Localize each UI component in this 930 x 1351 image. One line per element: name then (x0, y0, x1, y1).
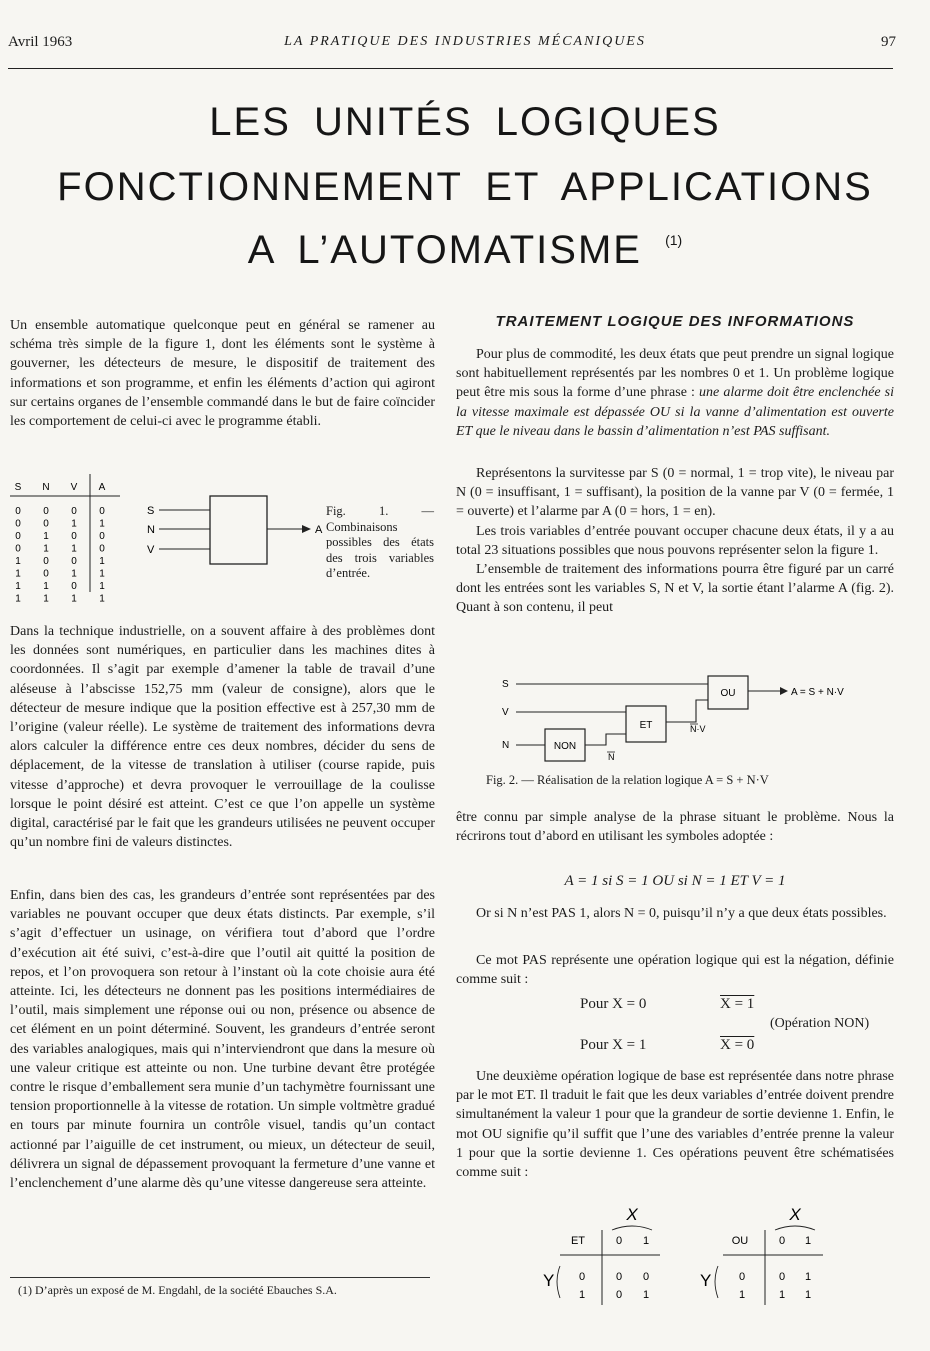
neg-operation-label: (Opération NON) (770, 1016, 870, 1031)
fig1-cell-r3-c2: 1 (71, 543, 77, 555)
ou-col-1: 1 (804, 1235, 812, 1247)
journal-title: LA PRATIQUE DES INDUSTRIES MÉCANIQUES (284, 34, 646, 49)
figure-2-svg (456, 664, 894, 768)
footnote-mark: (1) (18, 1283, 32, 1297)
et-x-brace (612, 1226, 652, 1230)
fig1-header-v: V (70, 482, 78, 493)
header-date: Avril 1963 (8, 34, 73, 50)
right-p6-text: Or si N n’est PAS 1, alors N = 0, puisqu’il n’y a que deux états possibles. (476, 906, 887, 921)
fig2-input-n-label: N (502, 740, 510, 751)
neg-row2-right (720, 1037, 754, 1054)
left-paragraph-2 (10, 622, 435, 852)
left-p1-text: Un ensemble automatique quelconque peut en général se ramener au schéma très simple de la figure 1, dont les éléments sont le système à gouverner, les détecteurs de mesure, le dispositif de traitement des informations et son programme, et enfin les éléments d’action qui agiront sur certains organes de l’ensemble commandé dans le but de faire coïncider les comportement de celui-ci avec le programme établi. (10, 318, 435, 430)
fig1-cell-r1-c0: 0 (15, 518, 21, 530)
fig1-cell-r6-c3: 1 (99, 581, 105, 592)
ou-r0-c1: 1 (804, 1271, 812, 1283)
fig1-cell-r0-c0: 0 (15, 506, 21, 517)
neg-row1-right-text: X = 1 (720, 996, 755, 1012)
fig1-cell-r4-c0: 1 (15, 556, 21, 567)
fig1-cell-r5-c3: 1 (99, 568, 105, 580)
footnote (18, 1283, 337, 1298)
fig1-cell-r7-c3: 1 (99, 593, 105, 605)
right-paragraph-7 (456, 951, 894, 989)
figure-2 (456, 664, 894, 768)
fig1-cell-r0-c2: 0 (71, 506, 77, 517)
et-op-label: ET (570, 1235, 586, 1247)
right-p3-text: Les trois variables d’entrée pouvant occuper chacune deux états, il y a au total 23 situations possibles que nous pouvons représenter selon la figure 1. (456, 523, 894, 558)
fig2-caption: Fig. 2. — Réalisation de la relation logique A = S + N·V (486, 773, 769, 787)
fig1-cell-r7-c2: 1 (71, 593, 77, 605)
left-paragraph-3 (10, 886, 435, 1193)
right-p1-roman: Pour plus de commodité, les deux états que peut prendre un signal logique sont habituellement représentés par les nombres 0 et 1. Un problème logique peut être mis sous la forme d’une phrase : (456, 347, 894, 401)
right-p2-text: Représentons la survitesse par S (0 = normal, 1 = trop vite), le niveau par N (0 = insuffisant, 1 = suffisant), la position de la vanne par V (0 = fermée, 1 = ouverte) et l’alarme par A (0 = hors, 1 = en). (456, 466, 894, 520)
title-note-mark: (1) (665, 232, 683, 248)
et-r1-y: 1 (578, 1289, 586, 1301)
fig1-caption: Fig. 1. — Combinaisons possibles des états des trois variables d’entrée. (326, 504, 434, 580)
fig1-cell-r2-c2: 0 (71, 531, 77, 542)
page-number: 97 (881, 34, 896, 50)
ou-r0-y: 0 (738, 1271, 746, 1283)
header-rule (8, 68, 893, 69)
fig1-cell-r4-c1: 0 (43, 556, 49, 567)
truth-tables (520, 1200, 890, 1310)
right-paragraph-8 (456, 1067, 894, 1182)
fig2-et-to-ou (666, 700, 708, 722)
fig2-input-v-label: V (502, 707, 509, 718)
title-line-1: LES UNITÉS LOGIQUES (209, 100, 721, 144)
et-r1-c1: 1 (642, 1289, 650, 1301)
et-col-0: 0 (615, 1235, 623, 1247)
et-r0-c1: 0 (642, 1271, 650, 1283)
right-p1-italic: une alarme doit être enclenchée si la vitesse maximale est dépassée OU si la vanne d’alimentation est ouverte ET que le niveau dans le bassin d’alimentation n’est PAS suffisant. (456, 385, 894, 439)
fig1-processing-block (210, 496, 267, 564)
fig2-nbar-label: N (608, 752, 615, 762)
equation-1: A = 1 si S = 1 OU si N = 1 ET V = 1 (564, 873, 786, 889)
et-r1-c0: 0 (615, 1289, 623, 1301)
footnote-rule (10, 1277, 430, 1278)
ou-r1-y: 1 (738, 1289, 746, 1301)
title-line-2: FONCTIONNEMENT ET APPLICATIONS (57, 165, 873, 209)
ou-col-0: 0 (778, 1235, 786, 1247)
ou-r1-c1: 1 (804, 1289, 812, 1301)
right-p7-text: Ce mot PAS représente une opération logique qui est la négation, définie comme suit : (456, 953, 894, 988)
fig1-output-arrow (302, 525, 311, 533)
fig2-et-label: ET (639, 720, 653, 731)
fig2-nv-label: N·V (690, 724, 706, 734)
fig1-header-n: N (42, 482, 50, 493)
et-y-brace (557, 1266, 560, 1298)
fig1-cell-r7-c0: 1 (15, 593, 21, 605)
fig1-cell-r0-c3: 0 (99, 506, 105, 517)
ou-y-brace (715, 1266, 718, 1298)
fig1-cell-r1-c1: 0 (43, 518, 49, 530)
fig1-cell-r3-c1: 1 (43, 543, 49, 555)
fig1-cell-r6-c2: 0 (71, 581, 77, 592)
fig1-output-a-label: A (315, 524, 323, 536)
fig2-input-s-label: S (502, 679, 509, 690)
right-p1-text (456, 345, 894, 441)
et-r0-c0: 0 (615, 1271, 623, 1283)
left-p3-text: Enfin, dans bien des cas, les grandeurs d’entrée sont représentées par des variables ne pouvant occuper que deux états distincts. Par exemple, s’il s’agit d’effectuer un usinage, on vérifiera tout d’abord que l’ordre d’exécution ait été suivi, c’est-à-dire que l’outil ait quitté la position de repos, et l’on provoquera son retour à l’instant où la cote choisie aura été atteinte. Ici, les détecteurs ne donnent pas les positions intermédiaires de l’outil, mais simplement une réponse oui ou non, présence ou absence de cet élément en un point déterminé. Souvent, les grandeurs d’entrée seront des variables analogiques, mais qui n’interviendront que dans la mesure où une valeur critique est atteinte ou non. Une turbine devant être protégée contre le risque d’emballement sera munie d’un tachymètre fournissant une tension proportionnelle à la vitesse de rotation. Un simple voltmètre gradué en tours par minute fournira un contrôle visuel, tandis qu’un contact actionné par l’aiguille de cet instrument, ou mieux, un détecteur de seuil, délivrera un signal de dépassement provoquant la fermeture d’une vanne et l’enclenchement d’une alarme dès qu’une vitesse dangereuse sera atteinte. (10, 888, 435, 1192)
fig1-cell-r5-c1: 0 (43, 568, 49, 580)
fig1-cell-r0-c1: 0 (43, 506, 49, 517)
fig1-cell-r3-c0: 0 (15, 543, 21, 555)
fig2-non-to-et (585, 734, 626, 745)
right-paragraph-6 (456, 904, 894, 923)
ou-x-label: X (789, 1205, 801, 1224)
fig1-input-v-label: V (147, 544, 155, 556)
right-paragraph-2 (456, 464, 894, 618)
et-x-label: X (626, 1205, 638, 1224)
title-line-3-text: A L’AUTOMATISME (247, 228, 642, 272)
fig1-input-n-label: N (147, 524, 155, 536)
right-paragraph-5 (456, 808, 894, 846)
fig1-cell-r2-c0: 0 (15, 531, 21, 542)
right-p8-text: Une deuxième opération logique de base est représentée dans notre phrase par le mot ET. Il traduit le fait que les deux variables d’entrée doivent prendre simultanément la valeur 1 pour que la grandeur de sortie devienne 1. Enfin, le mot OU signifie qu’il suffit que l’une des variables d’entrée prenne la valeur 1 pour que la sortie devienne 1. Ces opérations peuvent être schématisées comme suit : (456, 1069, 894, 1181)
title-line-3 (0, 228, 930, 273)
fig1-cell-r1-c2: 1 (71, 518, 77, 530)
et-y-label: Y (543, 1271, 555, 1290)
ou-r0-c0: 0 (778, 1271, 786, 1283)
et-col-1: 1 (642, 1235, 650, 1247)
right-paragraph-1 (456, 345, 894, 441)
ou-y-label: Y (700, 1271, 712, 1290)
fig1-cell-r4-c3: 1 (99, 556, 105, 567)
fig1-input-s-label: S (147, 505, 155, 517)
fig2-output-arrow (780, 687, 788, 695)
neg-row1-left: Pour X = 0 (580, 996, 647, 1012)
right-p4-text: L’ensemble de traitement des informations pourra être figuré par un carré dont les entrées sont les variables S, N et V, la sortie étant l’alarme A (fig. 2). Quant à son contenu, il peut (456, 562, 894, 616)
left-paragraph-1 (10, 316, 435, 431)
et-r0-y: 0 (578, 1271, 586, 1283)
neg-row1-right (720, 996, 754, 1013)
fig1-truth-table (10, 474, 120, 605)
fig1-cell-r2-c1: 1 (43, 531, 49, 542)
footnote-text: D’après un exposé de M. Engdahl, de la société Ebauches S.A. (35, 1283, 337, 1297)
fig1-cell-r6-c1: 1 (43, 581, 49, 592)
fig1-cell-r5-c0: 1 (15, 568, 21, 580)
fig1-cell-r7-c1: 1 (43, 593, 49, 605)
fig1-cell-r6-c0: 1 (15, 581, 21, 592)
neg-row2-right-text: X = 0 (720, 1037, 755, 1053)
fig1-cell-r5-c2: 1 (71, 568, 77, 580)
section-title: TRAITEMENT LOGIQUE DES INFORMATIONS (495, 313, 855, 330)
fig1-cell-r2-c3: 0 (99, 531, 105, 542)
ou-x-brace (775, 1226, 815, 1230)
neg-row2-left: Pour X = 1 (580, 1037, 647, 1053)
fig2-ou-label: OU (720, 688, 736, 699)
left-p2-text: Dans la technique industrielle, on a souvent affaire à des problèmes dont les données sont numériques, en particulier dans les machines dites à coordonnées. Il s’agit par exemple d’amener la table de travail d’une aléseuse à l’abscisse 152,75 mm (valeur de consigne), alors que le détecteur de mesure indique que la position effective est à 257,30 mm de l’origine (valeur réelle). Le système de traitement des informations devra alors calculer la différence entre ces deux nombres, décider du sens de déplacement, de la vitesse de translation à utiliser (course rapide, puis vitesse d’approche) et devra provoquer le verrouillage de la coulisse lorsque le point désiré est atteint. C’est ce que l’on appelle un système digital, caractérisé par le fait que les grandeurs utilisées ne peuvent occuper qu’un nombre fini de valeurs distinctes. (10, 624, 435, 851)
right-p5-text: être connu par simple analyse de la phrase situant le problème. Nous la récrirons tout d’abord en utilisant les symboles adoptée : (456, 810, 894, 845)
fig2-non-label: NON (553, 741, 577, 752)
fig1-header-s: S (14, 482, 22, 493)
truth-tables-svg (520, 1200, 890, 1310)
fig1-cell-r4-c2: 0 (71, 556, 77, 567)
fig1-cell-r1-c3: 1 (99, 518, 105, 530)
fig1-cell-r3-c3: 0 (99, 543, 105, 555)
ou-r1-c0: 1 (778, 1289, 786, 1301)
ou-op-label: OU (731, 1235, 749, 1247)
fig1-header-a: A (98, 482, 106, 493)
fig2-output-label: A = S + N·V (791, 687, 844, 698)
